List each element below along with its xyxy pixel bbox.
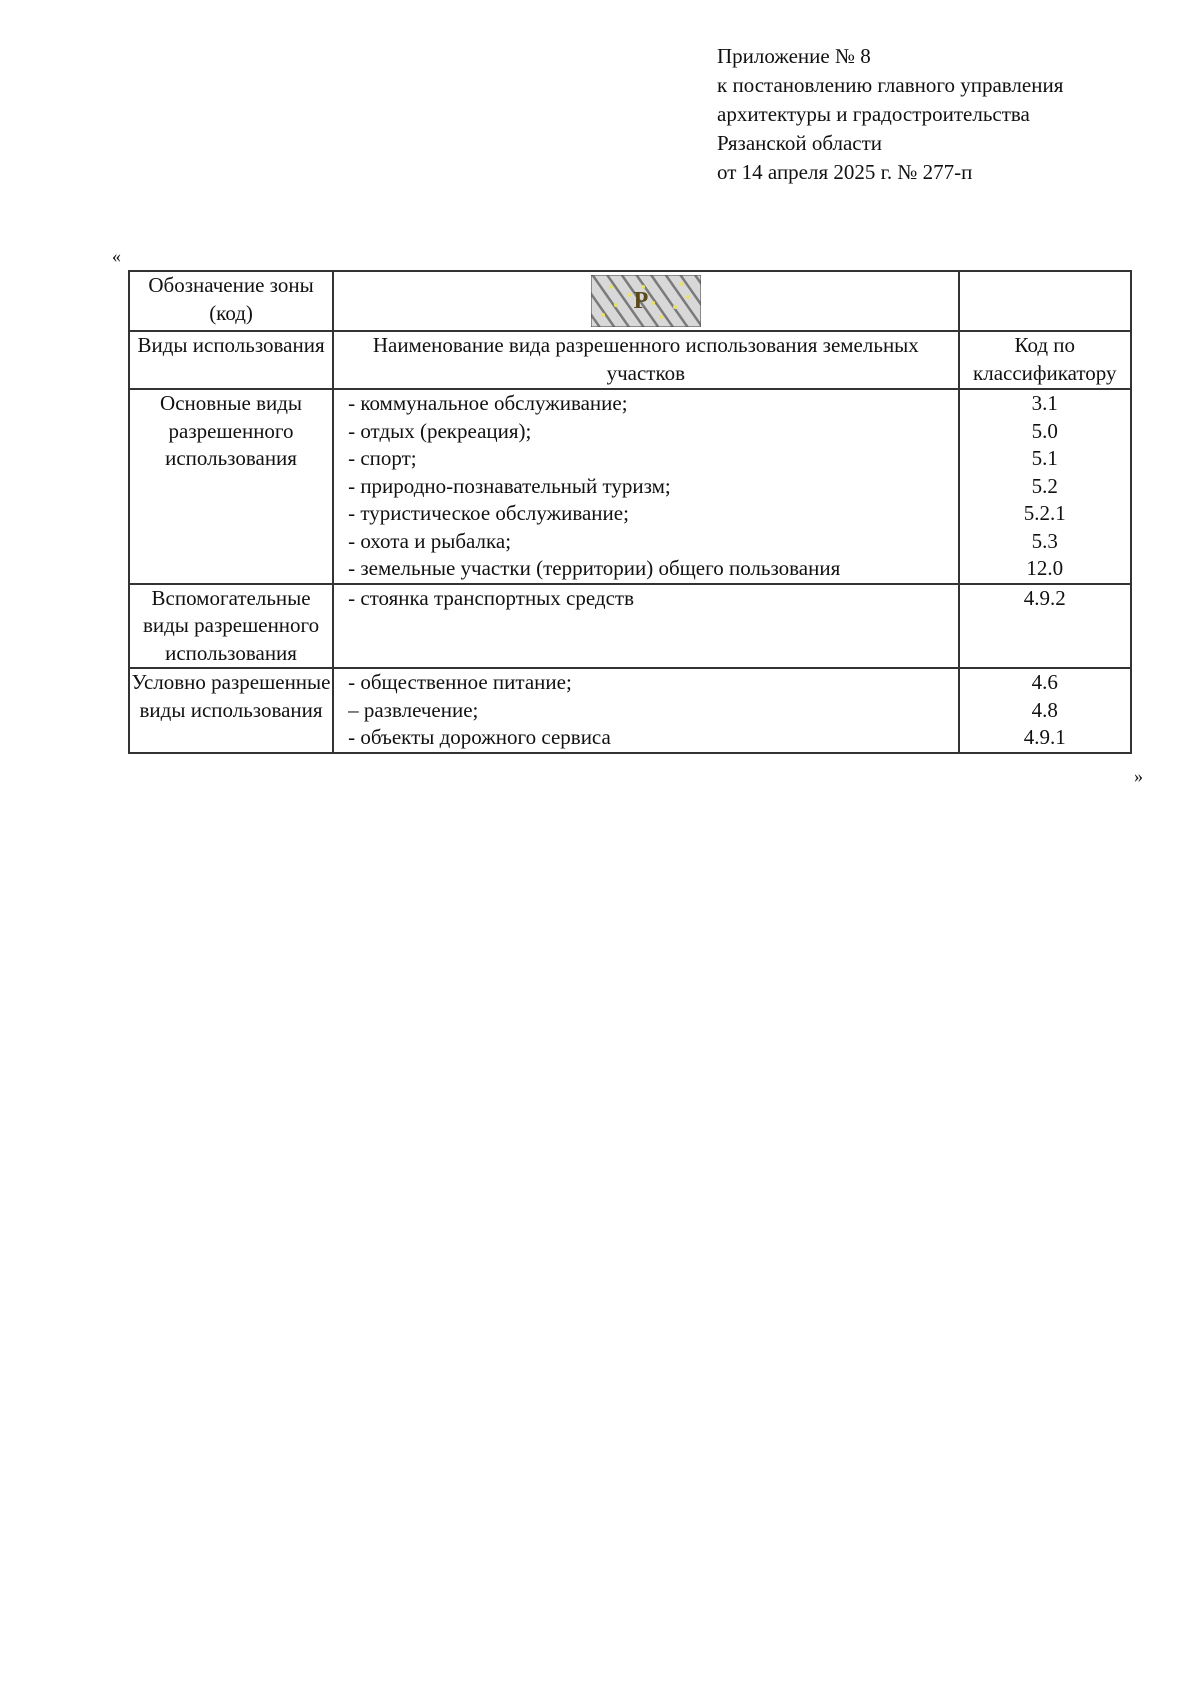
group-codes bbox=[959, 668, 1131, 753]
use-item: - отдых (рекреация); bbox=[348, 418, 532, 443]
use-item: - объекты дорожного сервиса bbox=[348, 725, 611, 749]
use-item: - стоянка транспортных средств bbox=[348, 585, 635, 610]
group-uses bbox=[333, 584, 958, 669]
group-row-auxiliary bbox=[129, 584, 1131, 669]
use-item: - туристическое обслуживание; bbox=[348, 501, 629, 525]
header-line: архитектуры и градостроительства bbox=[717, 102, 1030, 126]
use-code: 5.2.1 bbox=[1023, 501, 1066, 525]
zone-code-row bbox=[129, 271, 1131, 331]
column-header-row bbox=[129, 331, 1131, 389]
use-code: 4.9.2 bbox=[1023, 585, 1066, 610]
col-header-code: Код по классификатору bbox=[959, 331, 1131, 389]
zone-empty-cell bbox=[959, 271, 1131, 331]
use-item: - земельные участки (территории) общего пользования bbox=[348, 556, 841, 580]
zone-symbol-letter: Р bbox=[633, 288, 649, 314]
group-uses bbox=[333, 668, 958, 753]
use-code: 4.8 bbox=[1031, 697, 1058, 722]
header-line: от 14 апреля 2025 г. № 277-п bbox=[717, 160, 973, 184]
use-item: – развлечение; bbox=[348, 697, 479, 722]
use-code: 5.2 bbox=[1031, 473, 1058, 498]
opening-quote: « bbox=[112, 246, 121, 266]
use-item: - общественное питание; bbox=[348, 670, 572, 694]
use-code: 4.6 bbox=[1031, 670, 1058, 694]
use-item: - природно-познавательный туризм; bbox=[348, 473, 671, 498]
col-header-name: Наименование вида разрешенного использования земельных участков bbox=[333, 331, 958, 389]
header-line: к постановлению главного управления bbox=[717, 73, 1064, 97]
zone-hatch-symbol-icon bbox=[591, 275, 701, 327]
use-code: 5.0 bbox=[1031, 418, 1058, 443]
col-header-types: Виды использования bbox=[129, 331, 333, 389]
group-row-main bbox=[129, 389, 1131, 584]
header-line: Приложение № 8 bbox=[717, 44, 871, 68]
group-uses bbox=[333, 389, 958, 584]
use-code: 5.3 bbox=[1031, 528, 1058, 553]
group-label: Вспомогательные виды разрешенного использования bbox=[129, 584, 333, 669]
zone-table bbox=[128, 270, 1132, 754]
use-item: - охота и рыбалка; bbox=[348, 528, 512, 553]
group-row-conditional bbox=[129, 668, 1131, 753]
use-code: 5.1 bbox=[1031, 446, 1058, 470]
group-codes bbox=[959, 584, 1131, 669]
zone-symbol-cell bbox=[333, 271, 958, 331]
use-code: 3.1 bbox=[1031, 391, 1058, 415]
group-codes bbox=[959, 389, 1131, 584]
zone-label-cell bbox=[129, 271, 333, 331]
group-label: Основные виды разрешенного использования bbox=[129, 389, 333, 584]
group-label: Условно разрешенные виды использования bbox=[129, 668, 333, 753]
use-item: - спорт; bbox=[348, 446, 417, 470]
closing-quote: » bbox=[1134, 766, 1143, 786]
use-code: 12.0 bbox=[1026, 556, 1064, 580]
use-item: - коммунальное обслуживание; bbox=[348, 391, 628, 415]
use-code: 4.9.1 bbox=[1023, 725, 1066, 749]
header-line: Рязанской области bbox=[717, 131, 883, 155]
zone-label: Обозначение зоны (код) bbox=[148, 273, 314, 325]
appendix-header bbox=[717, 42, 1063, 187]
